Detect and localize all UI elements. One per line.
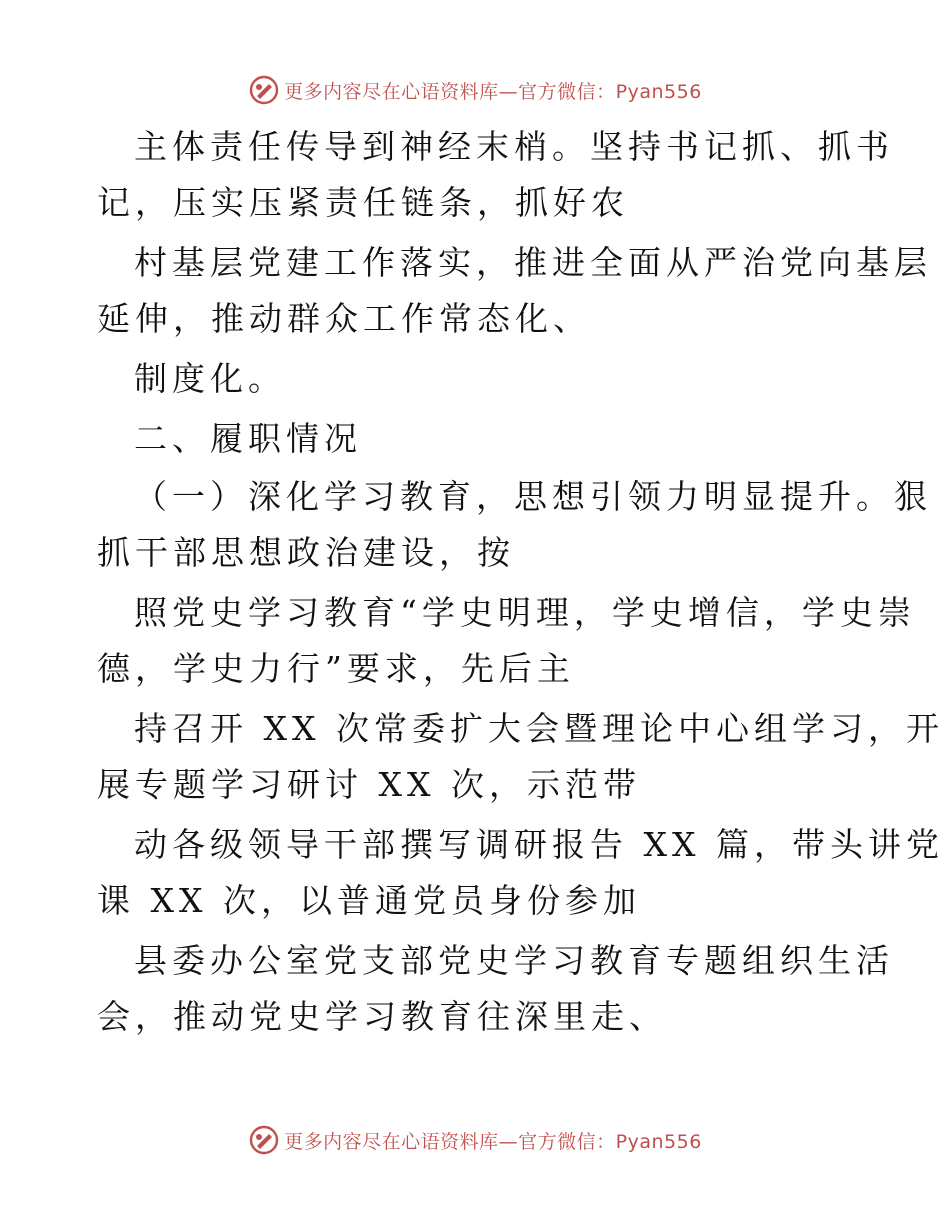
body-line: 展专题学习研讨 XX 次，示范带: [97, 765, 641, 804]
watermark-text: 更多内容尽在心语资料库—官方微信：Pyan556: [284, 80, 702, 103]
body-line: 课 XX 次，以普通党员身份参加: [97, 881, 641, 920]
body-line: 制度化。: [134, 359, 286, 398]
body-line: 延伸，推动群众工作常态化、: [97, 299, 591, 338]
body-line: 县委办公室党支部党史学习教育专题组织生活: [134, 941, 894, 980]
logo-icon: [248, 1124, 280, 1156]
body-line: 记，压实压紧责任链条，抓好农: [97, 183, 629, 222]
footer-watermark: [0, 1120, 950, 1160]
body-line: （一）深化学习教育，思想引领力明显提升。狠: [134, 477, 932, 516]
header-watermark: [0, 70, 950, 110]
body-line: 主体责任传导到神经末梢。坚持书记抓、抓书: [134, 127, 894, 166]
body-line: 持召开 XX 次常委扩大会暨理论中心组学习，开: [134, 709, 944, 748]
body-line: 会，推动党史学习教育往深里走、: [97, 997, 667, 1036]
body-line: 村基层党建工作落实，推进全面从严治党向基层: [134, 243, 932, 282]
watermark-group: [248, 74, 702, 106]
body-line: 抓干部思想政治建设，按: [97, 533, 515, 572]
body-line: 照党史学习教育“学史明理，学史增信，学史崇: [134, 593, 916, 632]
section-heading: 二、履职情况: [134, 419, 362, 458]
logo-icon: [248, 74, 280, 106]
watermark-group: [248, 1124, 702, 1156]
body-line: 动各级领导干部撰写调研报告 XX 篇，带头讲党: [134, 825, 944, 864]
body-line: 德，学史力行”要求，先后主: [97, 649, 575, 688]
watermark-text: 更多内容尽在心语资料库—官方微信：Pyan556: [284, 1130, 702, 1153]
